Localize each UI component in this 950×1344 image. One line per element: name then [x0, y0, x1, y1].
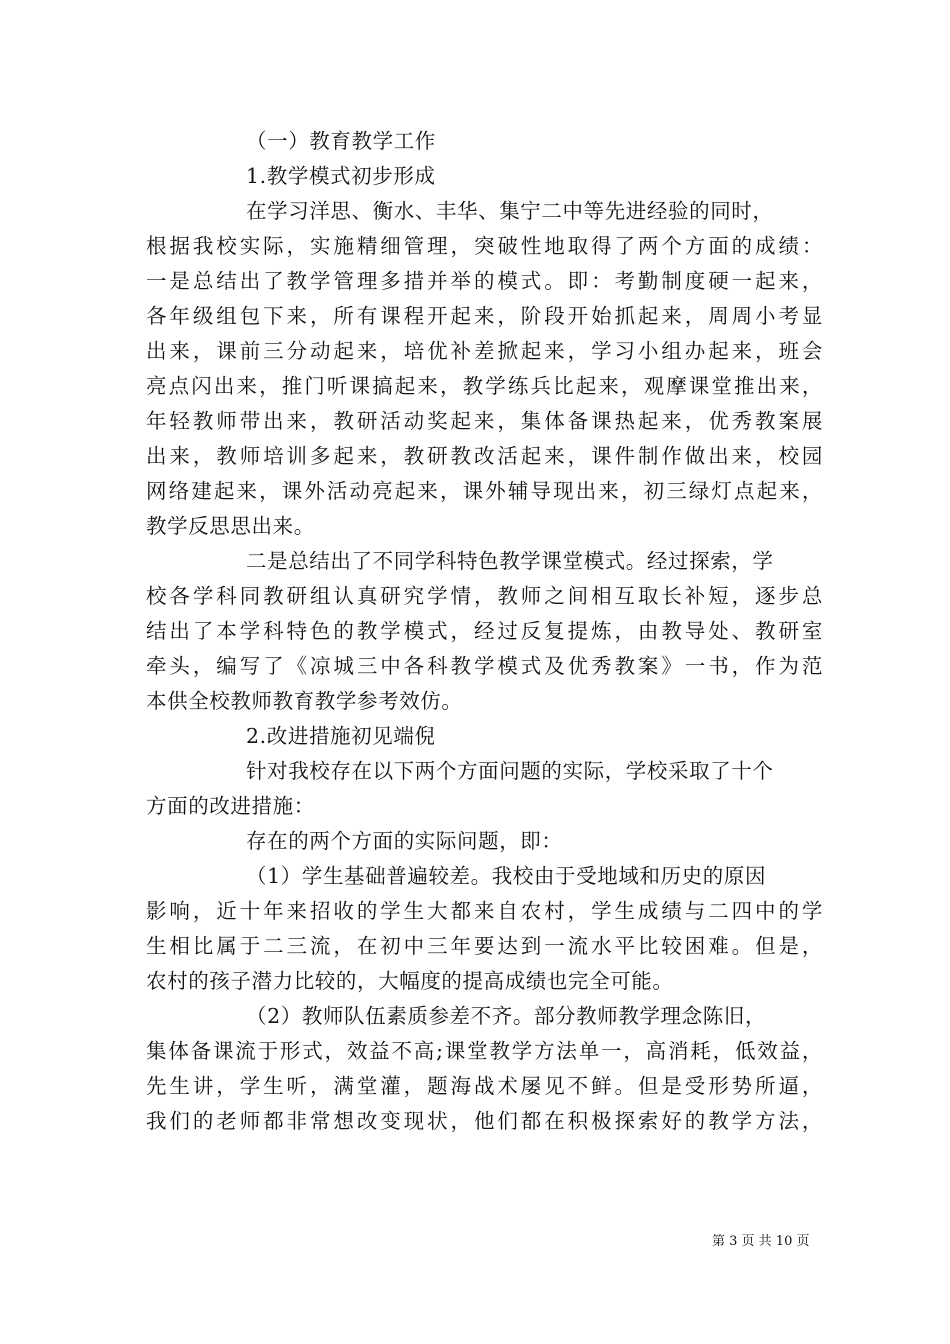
paragraph-line: 年轻教师带出来，教研活动奖起来，集体备课热起来，优秀教案展	[146, 409, 823, 433]
paragraph-line: 出来，课前三分动起来，培优补差掀起来，学习小组办起来，班会	[146, 339, 823, 363]
paragraph-line: 各年级组包下来，所有课程开起来，阶段开始抓起来，周周小考显	[146, 304, 823, 328]
section-heading: （一）教育教学工作	[246, 129, 436, 153]
paragraph-line: 方面的改进措施：	[146, 794, 315, 818]
paragraph-line: 出来，教师培训多起来，教研教改活起来，课件制作做出来，校园	[146, 444, 823, 468]
paragraph-line: 先生讲，学生听，满堂灌，题海战术屡见不鲜。但是受形势所逼，	[146, 1074, 823, 1098]
paragraph-line: 农村的孩子潜力比较的，大幅度的提高成绩也完全可能。	[146, 969, 674, 993]
paragraph-line: （2）教师队伍素质参差不齐。部分教师教学理念陈旧，	[246, 1004, 767, 1028]
paragraph-line: 网络建起来，课外活动亮起来，课外辅导现出来，初三绿灯点起来，	[146, 479, 823, 503]
paragraph-line: 校各学科同教研组认真研究学情，教师之间相互取长补短，逐步总	[146, 584, 823, 608]
page-number: 第 3 页 共 10 页	[712, 1234, 810, 1249]
paragraph-line: 我们的老师都非常想改变现状，他们都在积极探索好的教学方法，	[146, 1109, 823, 1133]
paragraph-line: 根据我校实际，实施精细管理，突破性地取得了两个方面的成绩：	[146, 234, 823, 258]
paragraph-line: 一是总结出了教学管理多措并举的模式。即：考勤制度硬一起来，	[146, 269, 823, 293]
paragraph-line: 本供全校教师教育教学参考效仿。	[146, 689, 463, 713]
paragraph-line: （1）学生基础普遍较差。我校由于受地域和历史的原因	[246, 864, 767, 888]
paragraph-line: 亮点闪出来，推门听课搞起来，教学练兵比起来，观摩课堂推出来，	[146, 374, 823, 398]
paragraph-line: 教学反思思出来。	[146, 514, 315, 538]
subsection-heading: 2.改进措施初见端倪	[246, 724, 436, 748]
subsection-heading: 1.教学模式初步形成	[246, 164, 436, 188]
paragraph-line: 针对我校存在以下两个方面问题的实际，学校采取了十个	[246, 759, 774, 783]
paragraph-line: 结出了本学科特色的教学模式，经过反复提炼，由教导处、教研室	[146, 619, 823, 643]
paragraph-line: 在学习洋思、衡水、丰华、集宁二中等先进经验的同时，	[246, 199, 774, 223]
paragraph-line: 集体备课流于形式，效益不高;课堂教学方法单一，高消耗，低效益，	[146, 1039, 823, 1063]
paragraph-line: 存在的两个方面的实际问题，即：	[246, 829, 563, 853]
paragraph-line: 牵头，编写了《凉城三中各科教学模式及优秀教案》一书，作为范	[146, 654, 823, 678]
paragraph-line: 影响，近十年来招收的学生大都来自农村，学生成绩与二四中的学	[146, 899, 823, 923]
paragraph-line: 生相比属于二三流，在初中三年要达到一流水平比较困难。但是，	[146, 934, 823, 958]
paragraph-line: 二是总结出了不同学科特色教学课堂模式。经过探索，学	[246, 549, 774, 573]
